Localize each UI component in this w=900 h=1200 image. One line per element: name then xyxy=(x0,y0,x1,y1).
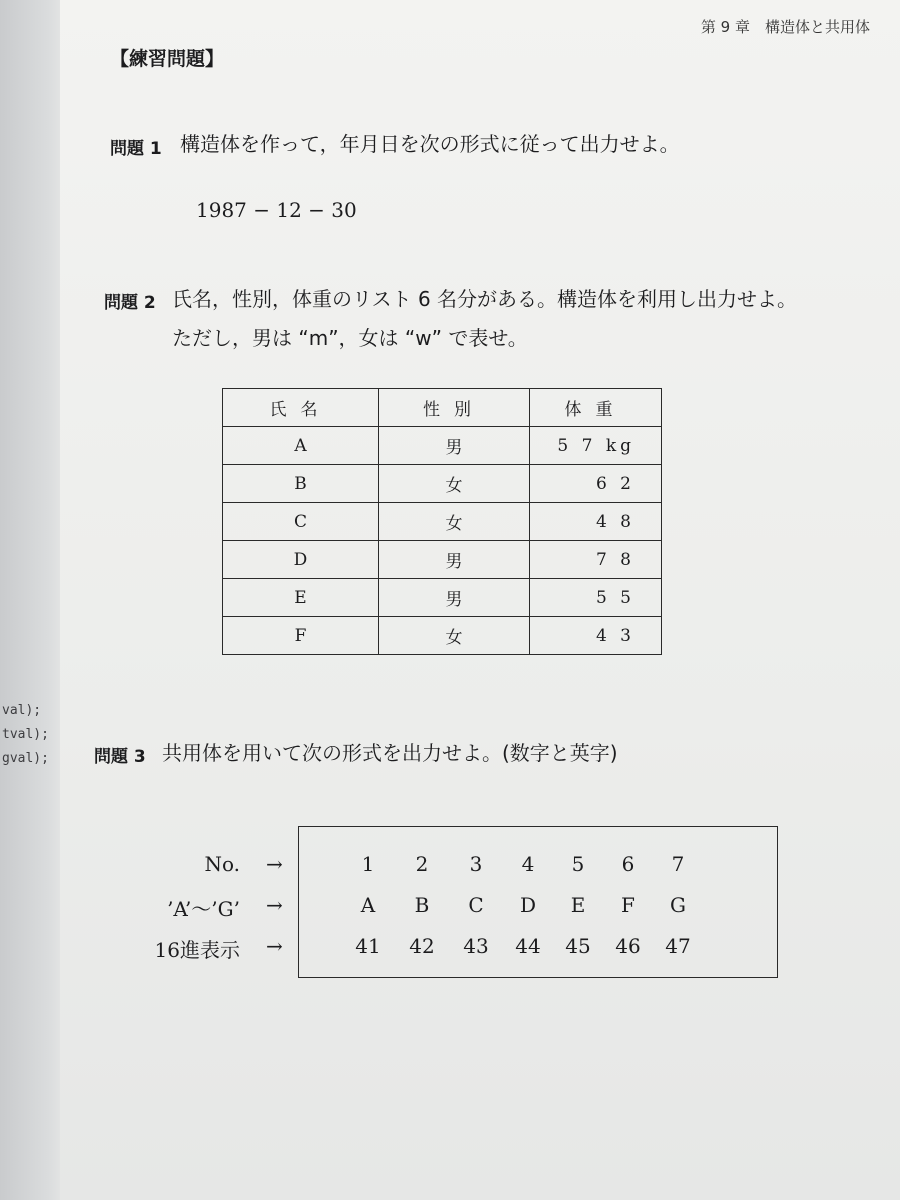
row-label-hex: 16進表示 xyxy=(154,938,240,962)
letter-cell: A xyxy=(360,893,376,917)
number-cell: 2 xyxy=(415,852,429,876)
adjacent-page-edge xyxy=(0,0,60,1200)
letter-cell: D xyxy=(519,893,537,917)
cell-name: B xyxy=(223,465,379,503)
cell-name: F xyxy=(223,617,379,655)
cell-gender: 女 xyxy=(379,465,530,503)
table-row xyxy=(223,503,662,541)
question-2-text-line2: ただし，男は “m”，女は “w” で表せ。 xyxy=(172,326,528,350)
cell-gender: 女 xyxy=(379,617,530,655)
cell-name: D xyxy=(223,541,379,579)
cell-name: A xyxy=(223,427,379,465)
arrow-right-icon: → xyxy=(266,893,283,917)
cell-gender: 男 xyxy=(379,541,530,579)
letter-cell: B xyxy=(414,893,430,917)
table-row xyxy=(223,617,662,655)
header-gender: 性別 xyxy=(379,389,530,427)
cell-weight: 6 2 xyxy=(530,465,662,503)
margin-code-line: gval); xyxy=(2,751,49,766)
cell-gender: 男 xyxy=(379,427,530,465)
table-row xyxy=(223,579,662,617)
question-2-text-line1: 氏名，性別，体重のリスト 6 名分がある。構造体を利用し出力せよ。 xyxy=(172,287,798,311)
running-head: 第 9 章 構造体と共用体 xyxy=(700,18,870,36)
table-header-row xyxy=(223,389,662,427)
person-list-table xyxy=(222,388,662,655)
hex-cell: 41 xyxy=(355,934,381,958)
cell-name: C xyxy=(223,503,379,541)
question-3-text: 共用体を用いて次の形式を出力せよ。(数字と英字) xyxy=(162,741,618,765)
cell-name: E xyxy=(223,579,379,617)
number-cell: 6 xyxy=(621,852,635,876)
section-heading: 【練習問題】 xyxy=(110,48,225,70)
margin-code-line: tval); xyxy=(2,727,49,742)
number-cell: 1 xyxy=(361,852,375,876)
number-cell: 4 xyxy=(521,852,535,876)
number-cell: 3 xyxy=(469,852,483,876)
number-cell: 5 xyxy=(571,852,585,876)
cell-weight: 5 5 xyxy=(530,579,662,617)
question-2-label: 問題 2 xyxy=(104,293,156,313)
cell-gender: 男 xyxy=(379,579,530,617)
question-1-text: 構造体を作って，年月日を次の形式に従って出力せよ。 xyxy=(180,132,680,156)
header-weight: 体重 xyxy=(530,389,662,427)
hex-cell: 44 xyxy=(515,934,541,958)
question-1-label: 問題 1 xyxy=(110,139,162,159)
hex-cell: 42 xyxy=(409,934,435,958)
cell-weight: 4 8 xyxy=(530,503,662,541)
letter-cell: E xyxy=(570,893,586,917)
number-cell: 7 xyxy=(671,852,685,876)
arrow-right-icon: → xyxy=(266,934,283,958)
table-row xyxy=(223,465,662,503)
cell-weight: 5 7 kg xyxy=(530,427,662,465)
row-label-number: No. xyxy=(204,852,240,876)
header-name: 氏名 xyxy=(223,389,379,427)
cell-weight: 7 8 xyxy=(530,541,662,579)
letter-cell: F xyxy=(621,893,635,917)
hex-cell: 43 xyxy=(463,934,489,958)
row-label-letters: ’A’〜’G’ xyxy=(167,897,240,921)
cell-weight: 4 3 xyxy=(530,617,662,655)
date-format-example: 1987 − 12 − 30 xyxy=(196,198,357,222)
table-row xyxy=(223,541,662,579)
hex-cell: 47 xyxy=(665,934,691,958)
hex-cell: 46 xyxy=(615,934,641,958)
table-row xyxy=(223,427,662,465)
arrow-right-icon: → xyxy=(266,852,283,876)
cell-gender: 女 xyxy=(379,503,530,541)
letter-cell: C xyxy=(468,893,484,917)
question-3-label: 問題 3 xyxy=(94,747,146,767)
hex-cell: 45 xyxy=(565,934,591,958)
letter-cell: G xyxy=(670,893,686,917)
margin-code-line: val); xyxy=(2,703,42,718)
